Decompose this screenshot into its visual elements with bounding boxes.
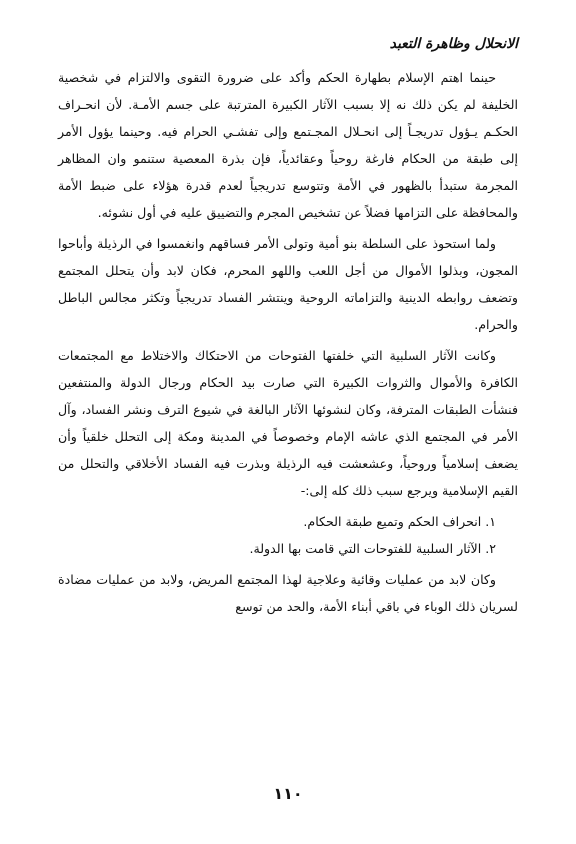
paragraph-3: وكانت الآثار السلبية التي خلفتها الفتوحات من الاحتكاك والاختلاط مع المجتمعات الكافرة والأموال والثروات الكبيرة التي صارت بيد الحكام ورجال الدولة والمنتفعين فنشأت الطبقات المترفة، وكان لنشوئها الآثار البالغة في شيوع الترف ونشر الفساد، وآل الأمر في المجتمع الذي عاشه الإمام وخصوصاً في المدينة ومكة إلى التحلل خلقياً وأن يضعف إسلامياً وروحياً، وعشعشت فيه الرذيلة وبذرت فيه الفساد الأخلاقي والتحلل من القيم الإسلامية ويرجع سبب ذلك كله إلى:- — [58, 348, 518, 498]
paragraph-2: ولما استحوذ على السلطة بنو أمية وتولى الأمر فساقهم وانغمسوا في الرذيلة وأباحوا المجون، وبذلوا الأموال من أجل اللعب واللهو المحرم، فكان لابد وأن يتحلل المجتمع وتضعف روابطه الدينية والتزاماته الروحية وينتشر الفساد تدريجياً وتكثر مجالس الباطل والحرام. — [58, 236, 518, 332]
paragraph-4: وكان لابد من عمليات وقائية وعلاجية لهذا المجتمع المريض، ولابد من عمليات مضادة لسريان ذلك الوباء في باقي أبناء الأمة، والحد من توسع — [58, 572, 518, 614]
paragraph-1: حينما اهتم الإسلام بطهارة الحكم وأكد على ضرورة التقوى والالتزام في شخصية الخليفة لم يكن ذلك نه إلا بسبب الآثار الكبيرة المترتبة على جسم الأمـة. لأن انحـراف الحكـم يـؤول تدريجـاً إلى انحـلال المجـتمع وإلى تفشـي الحرام فيه. وحينما يؤول الأمر إلى طبقة من الحكام فارغة روحياً وعقائدياً، فإن بذرة المعصية ستنمو وان المظاهر المجرمة ستبدأ بالظهور في الأمة وتتوسع تدريجياً لعدم قدرة هؤلاء على ضبط الأمة والمحافظة على التزامها فضلاً عن تشخيص المجرم والتضييق عليه في أول نشوئه. — [58, 70, 518, 220]
cause-list — [58, 508, 518, 562]
page-number: ١١٠ — [273, 784, 303, 803]
running-header: الانحلال وظاهرة التعبد — [389, 36, 518, 52]
document-page — [58, 28, 518, 624]
list-item: ١. انحراف الحكم وتميع طبقة الحكام. — [303, 514, 496, 529]
list-item: ٢. الآثار السلبية للفتوحات التي قامت بها الدولة. — [249, 541, 496, 556]
